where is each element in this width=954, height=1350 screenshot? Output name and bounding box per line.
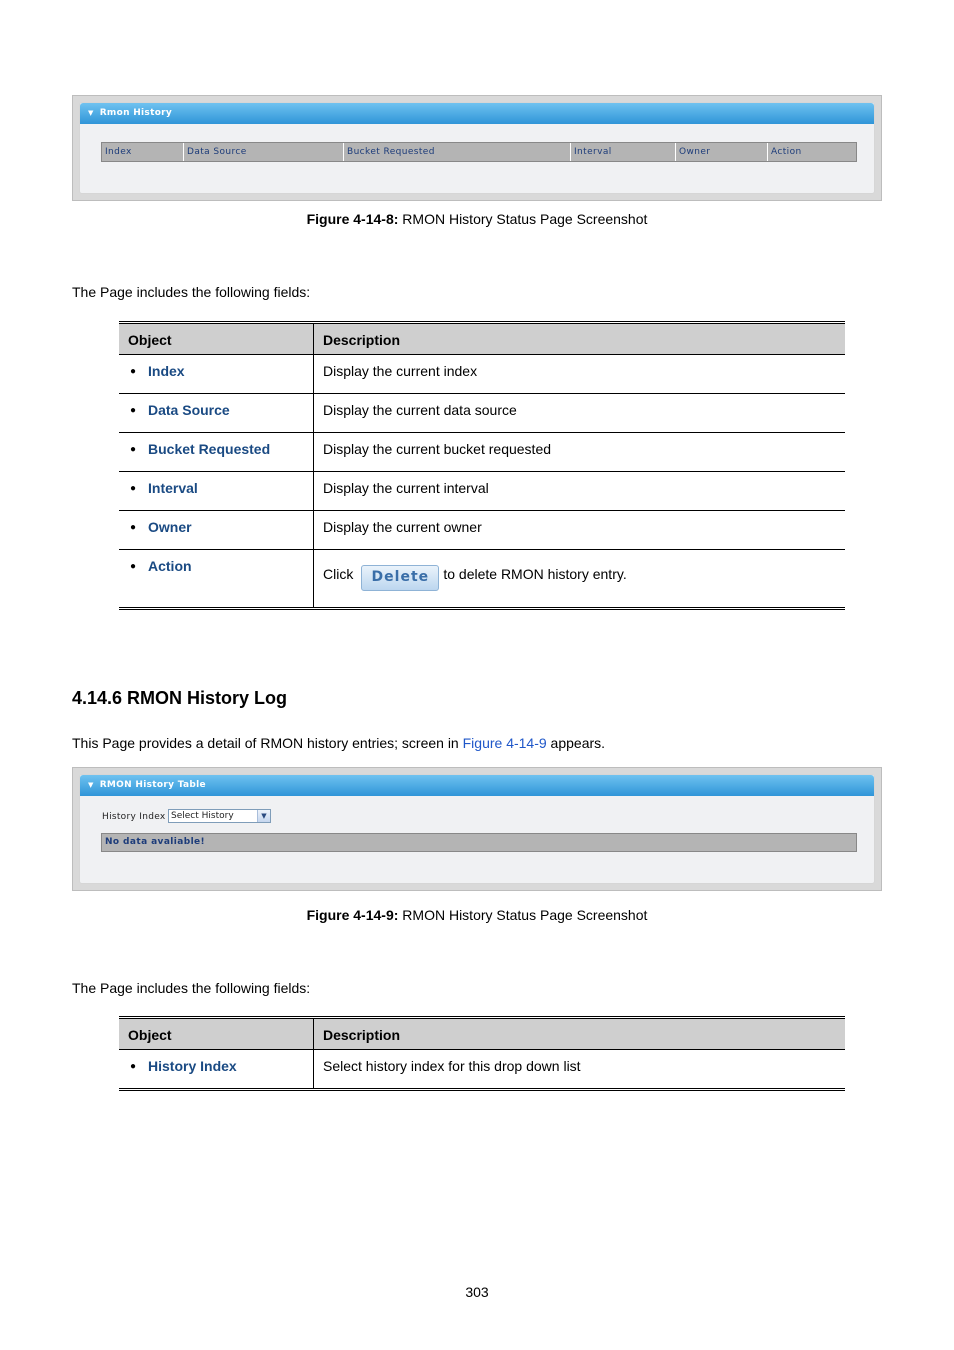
paragraph-text: This Page provides a detail of RMON history entries; screen in (72, 735, 463, 751)
rmon-history-table-panel (79, 774, 875, 884)
column-index: Index (102, 143, 184, 161)
delete-description: to delete RMON history entry. (443, 566, 627, 582)
bullet-icon: ● (130, 522, 137, 533)
fields-table-1 (119, 321, 845, 610)
select-value: Select History (171, 811, 234, 821)
bullet-icon: ● (130, 483, 137, 494)
object-name: Index (148, 363, 185, 379)
collapse-triangle-icon[interactable]: ▼ (88, 109, 94, 117)
figure-caption-2 (0, 907, 954, 923)
fields-intro-2: The Page includes the following fields: (72, 980, 311, 996)
click-text: Click (323, 566, 354, 582)
object-name: Bucket Requested (148, 441, 271, 457)
table-row (119, 550, 845, 609)
header-description: Description (314, 323, 846, 355)
bullet-icon: ● (130, 444, 137, 455)
object-description: Display the current data source (314, 394, 846, 433)
header-description: Description (314, 1018, 846, 1050)
collapse-triangle-icon[interactable]: ▼ (88, 781, 94, 789)
column-owner: Owner (676, 143, 768, 161)
object-name: Data Source (148, 402, 230, 418)
object-description: Display the current index (314, 355, 846, 394)
fields-intro-1: The Page includes the following fields: (72, 284, 311, 300)
table-row (119, 511, 845, 550)
panel-title: RMON History Table (99, 780, 206, 790)
caption-label: Figure 4-14-9: (306, 907, 399, 923)
table-header-row (119, 1018, 845, 1050)
object-description (314, 550, 846, 609)
table-row (119, 433, 845, 472)
table-row (119, 394, 845, 433)
bullet-icon: ● (130, 366, 137, 377)
caption-text: RMON History Status Page Screenshot (398, 211, 648, 227)
history-index-select[interactable] (168, 809, 271, 823)
rmon-history-screenshot (72, 95, 882, 201)
table-row (119, 472, 845, 511)
section-heading: 4.14.6 RMON History Log (72, 688, 288, 708)
object-name: Action (148, 558, 192, 574)
caption-text: RMON History Status Page Screenshot (398, 907, 648, 923)
column-action: Action (771, 147, 802, 157)
fields-table-2 (119, 1016, 845, 1091)
column-interval: Interval (571, 143, 676, 161)
header-object: Object (119, 1018, 314, 1050)
section-paragraph (72, 735, 605, 751)
object-name: Interval (148, 480, 198, 496)
object-name: Owner (148, 519, 192, 535)
rmon-history-panel-header[interactable] (80, 103, 874, 124)
rmon-history-panel (79, 102, 875, 194)
object-description: Display the current bucket requested (314, 433, 846, 472)
rmon-history-table-screenshot (72, 767, 882, 891)
rmon-history-table-panel-header[interactable] (80, 775, 874, 796)
object-name: History Index (148, 1058, 237, 1074)
table-header-row (119, 323, 845, 355)
bullet-icon: ● (130, 1061, 137, 1072)
delete-button[interactable]: Delete (361, 565, 439, 591)
object-description: Display the current interval (314, 472, 846, 511)
paragraph-text-end: appears. (546, 735, 606, 751)
page-number: 303 (465, 1284, 489, 1300)
chevron-down-icon[interactable]: ▼ (257, 810, 270, 822)
object-description: Display the current owner (314, 511, 846, 550)
history-index-label: History Index (102, 812, 166, 822)
figure-link[interactable]: Figure 4-14-9 (462, 735, 547, 751)
figure-caption-1 (0, 211, 954, 227)
panel-title: Rmon History (99, 108, 173, 118)
bullet-icon: ● (130, 405, 137, 416)
column-data-source: Data Source (184, 143, 344, 161)
no-data-row: No data avaliable! (101, 833, 857, 852)
column-bucket-requested: Bucket Requested (344, 143, 571, 161)
rmon-history-column-headers (101, 142, 857, 162)
table-row (119, 1050, 845, 1090)
caption-label: Figure 4-14-8: (306, 211, 399, 227)
bullet-icon: ● (130, 561, 137, 572)
table-row (119, 355, 845, 394)
object-description: Select history index for this drop down list (314, 1050, 846, 1090)
header-object: Object (119, 323, 314, 355)
